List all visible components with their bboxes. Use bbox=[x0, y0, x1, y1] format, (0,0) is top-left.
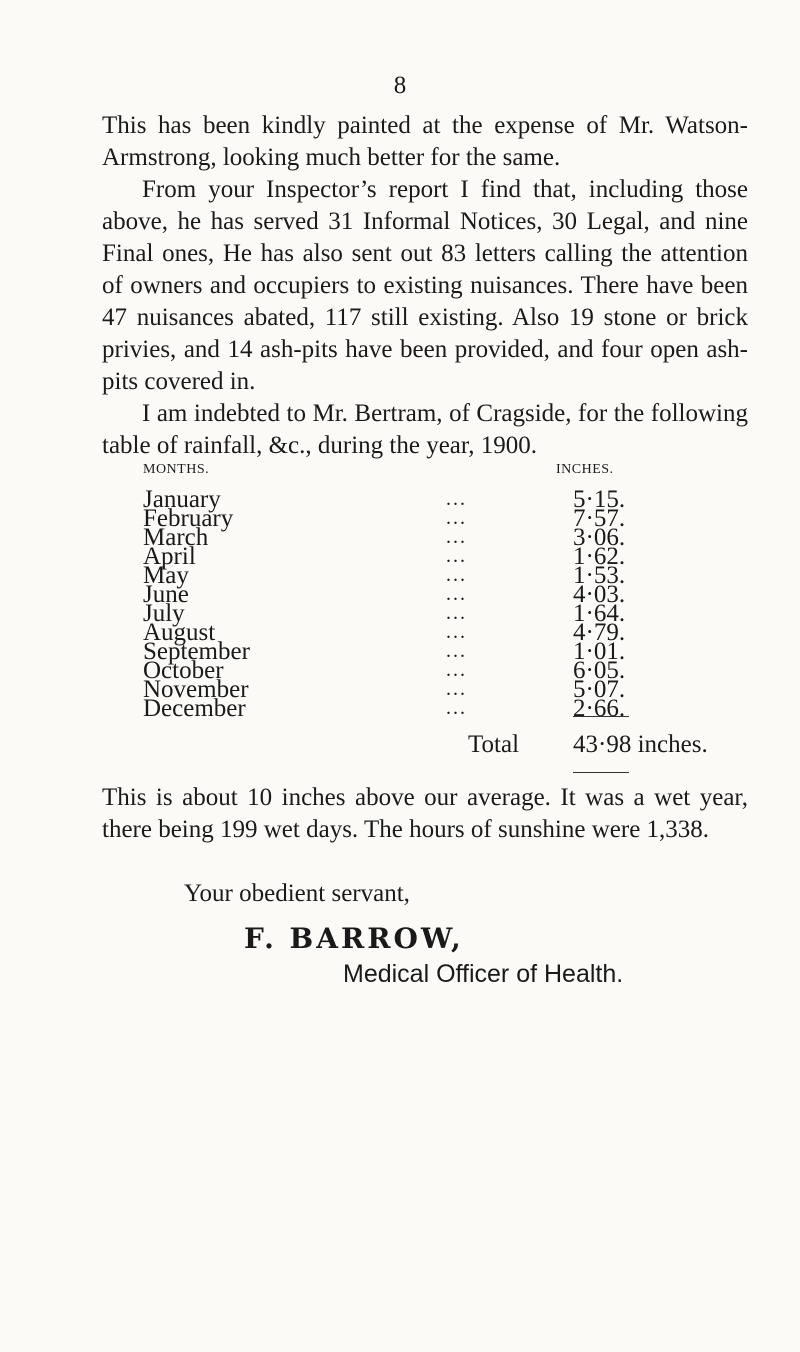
total-rule-top bbox=[573, 716, 629, 717]
inches-value: 1·64. bbox=[573, 600, 626, 627]
month-label: April bbox=[143, 543, 196, 570]
month-label: January bbox=[143, 486, 221, 513]
leader-dots: ... bbox=[446, 583, 467, 605]
total-value: 43·98 inches. bbox=[573, 731, 708, 758]
month-label: September bbox=[143, 638, 250, 665]
total-rule-bottom bbox=[573, 772, 629, 773]
month-label: May bbox=[143, 562, 189, 589]
inches-value: 1·53. bbox=[573, 562, 626, 589]
leader-dots: ... bbox=[446, 488, 467, 510]
paragraph-inspector-report: From your Inspector’s report I find that, including those above, he has served 31 Informal Notices, 30 Legal, and nine Final ones, He has also sent out 83 letters calling the attention of owners and occupiers to existing nuisances. There have been 47 nuisances abated, 117 still existing. Also 19 stone or brick privies, and 14 ash-pits have been provided, and four open ash-pits covered in. bbox=[102, 176, 748, 395]
signature: F. BARROW, bbox=[244, 922, 464, 955]
inches-value: 4·03. bbox=[573, 581, 626, 608]
leader-dots: ... bbox=[446, 659, 467, 681]
inches-value: 5·15. bbox=[573, 486, 626, 513]
signatory-title: Medical Officer of Health. bbox=[343, 960, 624, 988]
leader-dots: ... bbox=[446, 697, 467, 719]
inches-value: 2·66. bbox=[573, 695, 626, 722]
leader-dots: ... bbox=[446, 621, 467, 643]
inches-value: 1·01. bbox=[573, 638, 626, 665]
inches-value: 4·79. bbox=[573, 619, 626, 646]
leader-dots: ... bbox=[446, 545, 467, 567]
closing: Your obedient servant, bbox=[184, 880, 410, 907]
month-label: August bbox=[143, 619, 216, 646]
inches-value: 5·07. bbox=[573, 676, 626, 703]
inches-value: 6·05. bbox=[573, 657, 626, 684]
total-label: Total bbox=[468, 731, 520, 758]
leader-dots: ... bbox=[446, 526, 467, 548]
inches-value: 3·06. bbox=[573, 524, 626, 551]
month-label: February bbox=[143, 505, 234, 532]
leader-dots: ... bbox=[446, 602, 467, 624]
month-label: March bbox=[143, 524, 209, 551]
paragraph-painting: This has been kindly painted at the expense of Mr. Watson-Armstrong, looking much better for the same. bbox=[102, 112, 748, 171]
month-label: October bbox=[143, 657, 224, 684]
leader-dots: ... bbox=[446, 507, 467, 529]
table-header-months: MONTHS. bbox=[143, 462, 210, 477]
month-label: July bbox=[143, 600, 185, 627]
inches-value: 1·62. bbox=[573, 543, 626, 570]
leader-dots: ... bbox=[446, 564, 467, 586]
month-label: June bbox=[143, 581, 189, 608]
leader-dots: ... bbox=[446, 640, 467, 662]
paragraph-summary: This is about 10 inches above our average. It was a wet year, there being 199 wet days. The hours of sunshine were 1,338. bbox=[102, 784, 748, 843]
month-label: December bbox=[143, 695, 246, 722]
month-label: November bbox=[143, 676, 249, 703]
inches-value: 7·57. bbox=[573, 505, 626, 532]
table-header-inches: INCHES. bbox=[556, 462, 614, 477]
paragraph-rainfall-intro: I am indebted to Mr. Bertram, of Cragside, for the following table of rainfall, &c., during the year, 1900. bbox=[102, 400, 748, 459]
table-row bbox=[0, 695, 800, 727]
leader-dots: ... bbox=[446, 678, 467, 700]
page-number: 8 bbox=[393, 72, 407, 99]
